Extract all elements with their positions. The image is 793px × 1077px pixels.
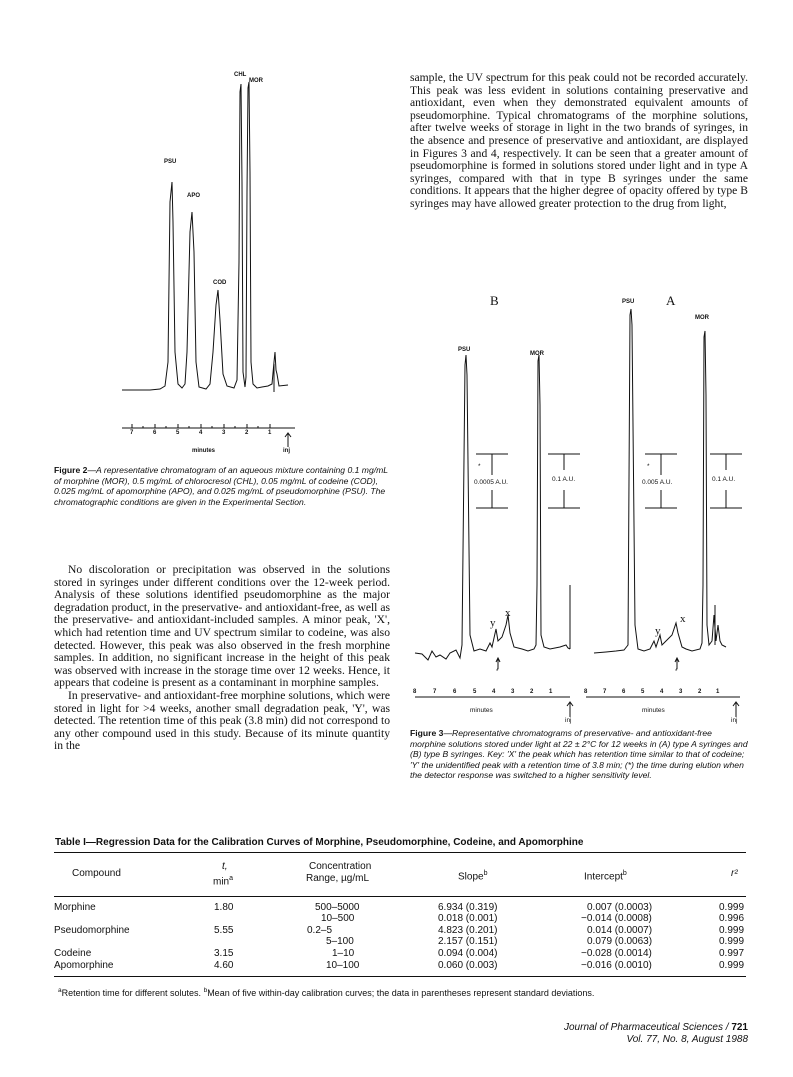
td-slope: 2.157 (0.151): [438, 936, 498, 947]
td-intercept: 0.079 (0.0063): [587, 936, 653, 947]
figure-2-caption-label: Figure 2: [54, 465, 88, 475]
td-intercept: −0.028 (0.0014): [581, 948, 652, 959]
th-intercept: [584, 868, 627, 883]
fig3-a-psu-label: PSU: [622, 299, 635, 305]
fig2-tick-7: 7: [130, 430, 134, 436]
footer-volume: Vol. 77, No. 8, August 1988: [626, 1034, 748, 1045]
td-slope: 4.823 (0.201): [438, 925, 498, 936]
fig3-a-tick-4: 4: [660, 689, 664, 695]
td-range: 1–10: [332, 948, 355, 959]
th-intercept-text: Intercept: [584, 871, 623, 883]
footnote-a-text: Retention time for different solutes.: [61, 988, 202, 998]
table-top-rule: [54, 852, 746, 853]
figure-3: [410, 285, 755, 750]
fig2-axis-label: minutes: [192, 448, 216, 454]
figure-3-caption-label: Figure 3: [410, 728, 444, 738]
td-slope: 0.060 (0.003): [438, 960, 498, 971]
th-slope-text: Slope: [458, 871, 484, 883]
footnote-b-mark: b: [203, 987, 208, 994]
th-conc-top: Concentration: [309, 861, 372, 872]
right-top-paragraph: [410, 72, 748, 211]
fig3-b-tick-7: 7: [433, 689, 437, 695]
td-r2: 0.999: [719, 960, 745, 971]
fig3-a-scale1: 0.005 A.U.: [642, 479, 673, 486]
footer-journal-line: Journal of Pharmaceutical Sciences / 721: [563, 1022, 748, 1033]
fig3-a-scale2: 0.1 A.U.: [712, 476, 736, 483]
fig3-b-star: *: [478, 463, 481, 470]
table-footnote: [58, 985, 594, 1000]
td-range: 10–500: [321, 913, 355, 924]
td-slope: 0.018 (0.001): [438, 913, 498, 924]
td-r2: 0.996: [719, 913, 745, 924]
fig3-b-tick-2: 2: [530, 689, 534, 695]
table-bottom-rule: [54, 976, 746, 977]
td-r2: 0.999: [719, 936, 745, 947]
th-t-sup: a: [229, 875, 234, 882]
th-t-top: t,: [222, 861, 228, 872]
fig2-tick-5: 5: [176, 430, 180, 436]
th-t-bottom: [213, 873, 233, 888]
fig2-tick-4: 4: [199, 430, 203, 436]
td-slope: 0.094 (0.004): [438, 948, 498, 959]
fig3-a-tick-5: 5: [641, 689, 645, 695]
td-r2: 0.999: [719, 925, 745, 936]
td-intercept: 0.014 (0.0007): [587, 925, 653, 936]
td-t: 3.15: [214, 948, 234, 959]
fig3-b-x-label: x: [505, 607, 511, 619]
fig2-peak-label-psu: PSU: [164, 159, 177, 165]
figure-3-chromatograms: [410, 285, 755, 750]
th-compound: Compound: [72, 868, 121, 879]
fig2-tick-6: 6: [153, 430, 157, 436]
fig3-a-tick-8: 8: [584, 689, 588, 695]
footer-journal: Journal of Pharmaceutical Sciences: [563, 1022, 723, 1033]
fig3-a-tick-6: 6: [622, 689, 626, 695]
fig3-b-axis-label: minutes: [470, 707, 493, 714]
td-t: 1.80: [214, 902, 234, 913]
fig2-peak-label-cod: COD: [213, 280, 227, 286]
figure-3-caption: [410, 728, 748, 781]
footer-page-number: 721: [731, 1022, 748, 1033]
fig3-b-tick-5: 5: [473, 689, 477, 695]
table-title: Table I—Regression Data for the Calibration Curves of Morphine, Pseudomorphine, Codeine, and Apomorphine: [55, 837, 584, 848]
fig3-panel-a-letter: A: [666, 293, 676, 308]
fig3-b-inj-label: inj: [565, 717, 572, 724]
td-compound: Pseudomorphine: [54, 925, 130, 936]
fig3-a-mor-label: MOR: [695, 315, 709, 321]
td-range: 500–5000: [315, 902, 360, 913]
fig3-a-tick-7: 7: [603, 689, 607, 695]
left-body-text: [54, 564, 390, 753]
td-compound: Morphine: [54, 902, 96, 913]
fig2-tick-1: 1: [268, 430, 272, 436]
left-paragraph-2: In preservative- and antioxidant-free morphine solutions, which were stored in light for >4 weeks, another small degradation peak, 'Y', was detected. The retention time of this peak (3.8 min) did not correspond to any other compound used in this study. Because of its minute quantity in the: [54, 688, 390, 753]
td-t: 5.55: [214, 925, 234, 936]
fig3-a-tick-1: 1: [716, 689, 720, 695]
td-intercept: 0.007 (0.0003): [587, 902, 653, 913]
td-range: 0.2–5: [307, 925, 333, 936]
td-intercept: −0.016 (0.0010): [581, 960, 652, 971]
figure-2-caption-text: —A representative chromatogram of an aqueous mixture containing 0.1 mg/mL of morphine (MOR), 0.5 mg/mL of chlorocresol (CHL), 0.05 mg/mL of codeine (COD), 0.025 mg/mL of apomorphine (APO), and 0.025 mg/mL of pseudomorphine (PSU). The chromatographic conditions are given in the Experimental Section.: [54, 465, 388, 507]
fig3-a-x-label: x: [680, 613, 686, 625]
page-footer: [480, 1022, 748, 1046]
figure-3-caption-text: —Representative chromatograms of preservative- and antioxidant-free morphine solutions stored under light at 22 ± 2°C for 12 weeks in (A) type A syringes and (B) type B syringes. Key: 'X' the peak which has retention time similar to that of codeine; 'Y' the unidentified peak with a retention time of 3.8 min; (*) the time during elution when the detector response was switched to a higher sensitivity level.: [410, 728, 748, 781]
td-slope: 6.934 (0.319): [438, 902, 498, 913]
td-t: 4.60: [214, 960, 234, 971]
figure-2-caption: [54, 465, 394, 507]
fig3-a-star: *: [647, 463, 650, 470]
fig3-b-scale1: 0.0005 A.U.: [474, 479, 508, 486]
fig3-a-axis-label: minutes: [642, 707, 665, 714]
th-r2: r²: [731, 868, 738, 879]
figure-2-trace: [122, 82, 288, 392]
fig2-tick-3: 3: [222, 430, 226, 436]
fig2-inj-label: inj: [283, 448, 290, 454]
th-t-bottom-text: min: [213, 876, 230, 888]
fig3-panel-b-letter: B: [490, 293, 499, 308]
fig3-b-tick-3: 3: [511, 689, 515, 695]
th-conc-bottom: Range, µg/mL: [306, 873, 370, 884]
fig3-b-star-low: *: [496, 668, 499, 675]
td-r2: 0.999: [719, 902, 745, 913]
fig2-tick-2: 2: [245, 430, 249, 436]
td-range: 10–100: [326, 960, 360, 971]
fig3-a-star-low: *: [675, 668, 678, 675]
td-intercept: −0.014 (0.0008): [581, 913, 652, 924]
td-range: 5–100: [326, 936, 354, 947]
th-slope: [458, 868, 487, 883]
right-top-paragraph-text: sample, the UV spectrum for this peak could not be recorded accurately. This peak was less evident in solutions containing preservative and antioxidant, even when they demonstrated equivalent amounts of pseudomorphine. Typical chromatograms of the morphine solutions, after twelve weeks of storage in light in the two brands of syringes, in the absence and presence of preservative and antioxidant, are displayed in Figures 3 and 4, respectively. It can be seen that a greater amount of pseudomorphine is formed in solutions stored under light and in type A syringes, compared with that in type B syringes under the same conditions. It appears that the higher degree of opacity offered by type B syringes may have allowed greater protection to the drug from light,: [410, 71, 748, 210]
figure-2-chromatogram: [110, 62, 330, 462]
fig3-b-tick-8: 8: [413, 689, 417, 695]
th-slope-sup: b: [483, 870, 488, 877]
table-header-rule: [54, 896, 746, 897]
fig2-peak-label-mor: MOR: [249, 78, 263, 84]
fig3-b-psu-label: PSU: [458, 347, 471, 353]
fig3-a-tick-3: 3: [679, 689, 683, 695]
td-compound: Codeine: [54, 948, 92, 959]
fig3-b-scale2: 0.1 A.U.: [552, 476, 576, 483]
fig3-b-y-label: y: [490, 617, 496, 629]
fig3-b-tick-1: 1: [549, 689, 553, 695]
td-compound: Apomorphine: [54, 960, 114, 971]
td-r2: 0.997: [719, 948, 745, 959]
fig3-b-tick-4: 4: [492, 689, 496, 695]
left-paragraph-1: No discoloration or precipitation was observed in the solutions stored in syringes under different conditions over the 12-week period. Analysis of these solutions identified pseudomorphine as the major degradation product, in the preservative- and antioxidant-free, as well as the preservative- and antioxidant-included samples. A minor peak, 'X', which had retention time and UV spectrum similar to codeine, was also detected. However, this peak was also observed in the fresh morphine samples. In addition, no significant increase in the height of this peak was observed with increase in the storage time over 12 weeks. Hence, it appears that codeine is present as a contaminant in morphine samples.: [54, 563, 390, 690]
footnote-a-mark: a: [58, 987, 62, 994]
fig2-peak-label-chl: CHL: [234, 72, 247, 78]
fig3-b-tick-6: 6: [453, 689, 457, 695]
figure-3-axes: [415, 658, 740, 717]
footnote-b-text: Mean of five within-day calibration curves; the data in parentheses represent standard deviations.: [207, 988, 595, 998]
figure-2: [110, 62, 330, 462]
fig3-b-mor-label: MOR: [530, 351, 544, 357]
th-intercept-sup: b: [622, 870, 627, 877]
fig3-a-y-label: y: [655, 625, 661, 637]
fig2-peak-label-apo: APO: [187, 193, 201, 199]
fig3-a-inj-label: inj: [731, 717, 738, 724]
fig3-a-tick-2: 2: [698, 689, 702, 695]
